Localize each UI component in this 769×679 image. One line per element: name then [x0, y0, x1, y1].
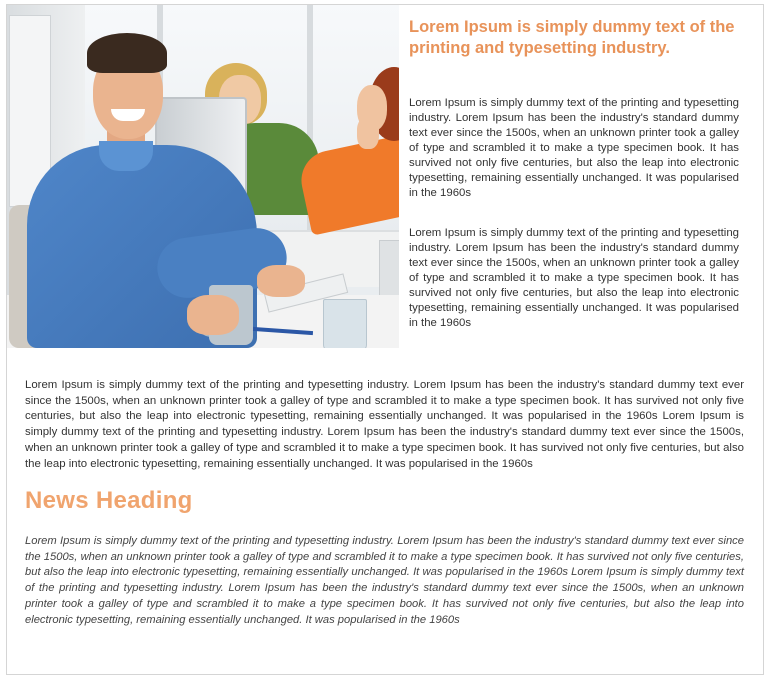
photo-man-hand — [257, 265, 305, 297]
office-workers-photo — [7, 5, 399, 348]
news-heading: News Heading — [25, 487, 193, 514]
photo-woman2-hand — [357, 117, 379, 149]
hero-title: Lorem Ipsum is simply dummy text of the printing and typesetting industry. — [409, 18, 735, 57]
side-paragraph-2: Lorem Ipsum is simply dummy text of the printing and typesetting industry. Lorem Ipsum has been the industry's standard dummy text ever since the 1500s, when an unknown printer took a galley of type and scrambled it to make a type specimen book. It has survived not only five centuries, but also the leap into electronic typesetting, remaining essentially unchanged. It was popularised in the 1960s — [409, 227, 739, 329]
photo-man-hand-mug — [187, 295, 239, 335]
full-width-paragraph: Lorem Ipsum is simply dummy text of the printing and typesetting industry. Lorem Ipsum has been the industry's standard dummy text ever since the 1500s, when an unknown printer took a galley of type and scrambled it to make a type specimen book. It has survived not only five centuries, but also the leap into electronic typesetting, remaining essentially unchanged. It was popularised in the 1960s Lorem Ipsum is simply dummy text of the printing and typesetting industry. Lorem Ipsum has been the industry's standard dummy text ever since the 1500s, when an unknown printer took a galley of type and scrambled it to make a type specimen book. It has survived not only five centuries, but also the leap into electronic typesetting, remaining essentially unchanged. It was popularised in the 1960s — [25, 379, 744, 470]
article-page — [6, 4, 764, 675]
photo-man-hair — [87, 33, 167, 73]
photo-man-collar — [99, 141, 153, 171]
news-paragraph: Lorem Ipsum is simply dummy text of the printing and typesetting industry. Lorem Ipsum has been the industry's standard dummy text ever since the 1500s, when an unknown printer took a galley of type and scrambled it to make a type specimen book. It has survived not only five centuries, but also the leap into electronic typesetting, remaining essentially unchanged. It was popularised in the 1960s Lorem Ipsum is simply dummy text of the printing and typesetting industry. Lorem Ipsum has been the industry's standard dummy text ever since the 1500s, when an unknown printer took a galley of type and scrambled it to make a type specimen book. It has survived not only five centuries, but also the leap into electronic typesetting, remaining essentially unchanged. It was popularised in the 1960s — [25, 535, 744, 626]
side-paragraph-1: Lorem Ipsum is simply dummy text of the printing and typesetting industry. Lorem Ipsum has been the industry's standard dummy text ever since the 1500s, when an unknown printer took a galley of type and scrambled it to make a type specimen book. It has survived not only five centuries, but also the leap into electronic typesetting, remaining essentially unchanged. It was popularised in the 1960s — [409, 97, 739, 199]
photo-glass — [323, 299, 367, 348]
